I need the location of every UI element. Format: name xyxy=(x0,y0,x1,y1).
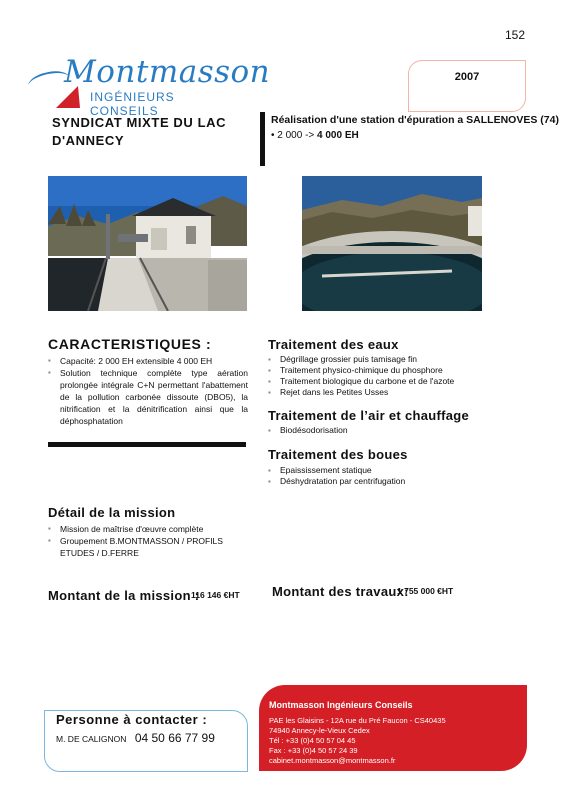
phone-line: Tél : +33 (0)4 50 57 04 45 xyxy=(269,736,356,745)
year-box xyxy=(408,60,526,112)
list-item: ▪ Rejet dans les Petites Usses xyxy=(268,387,508,398)
caracteristiques-title: CARACTERISTIQUES : xyxy=(48,336,212,352)
works-amount-label: Montant des travaux: xyxy=(272,584,409,599)
list-item: ▪ Traitement physico-chimique du phosphore xyxy=(268,365,508,376)
list-item: ▪ Dégrillage grossier puis tamisage fin xyxy=(268,354,508,365)
company-logo xyxy=(28,54,271,118)
photo-treatment-building xyxy=(48,176,247,311)
mission-list xyxy=(48,523,248,559)
project-title: Réalisation d'une station d'épuration a SALLENOVES (74) xyxy=(271,114,559,126)
year: 2007 xyxy=(454,71,480,83)
address-line: 74940 Annecy-le-Vieux Cedex xyxy=(269,726,370,735)
logo-name: Montmasson xyxy=(64,54,271,90)
list-item: ▪ Solution technique complète type aération prolongée intégrale C+N permettant l'abattement de la pollution carbonée dissoute (DBO5), la nitrification et la dénitrification ainsi que la déphosphatation xyxy=(48,367,248,427)
traitement-eaux-list xyxy=(268,354,508,398)
traitement-boues-list xyxy=(268,465,508,487)
traitement-air-list xyxy=(268,425,508,436)
client-name: SYNDICAT MIXTE DU LAC D'ANNECY xyxy=(52,115,227,148)
photo-clarifier-basin xyxy=(302,176,482,311)
address-line: PAE les Glaisins - 12A rue du Pré Faucon - CS40435 xyxy=(269,716,446,725)
project-capacity xyxy=(271,130,359,141)
company-info-box xyxy=(259,685,527,771)
traitement-boues-title: Traitement des boues xyxy=(268,447,408,462)
list-item: ▪ Epaississement statique xyxy=(268,465,508,476)
logo-subtitle: INGÉNIEURS CONSEILS xyxy=(90,90,175,118)
title-divider xyxy=(260,112,265,166)
list-item: ▪ Biodésodorisation xyxy=(268,425,508,436)
contact-title: Personne à contacter : xyxy=(56,712,208,727)
mission-amount-label: Montant de la mission : xyxy=(48,588,200,603)
list-item: ▪ Traitement biologique du carbone et de l'azote xyxy=(268,376,508,387)
company-address xyxy=(269,716,446,766)
logo-red-block-icon xyxy=(68,100,78,108)
contact-phone: 04 50 66 77 99 xyxy=(134,731,215,745)
company-name: Montmasson Ingénieurs Conseils xyxy=(269,700,413,710)
page-number: 152 xyxy=(504,28,525,42)
caracteristiques-list xyxy=(48,355,248,427)
contact-name: M. DE CALIGNON xyxy=(56,734,127,744)
list-item: ▪ Mission de maîtrise d'œuvre complète xyxy=(48,523,248,535)
email-line: cabinet.montmasson@montmasson.fr xyxy=(269,756,396,765)
list-item: ▪ Groupement B.MONTMASSON / PROFILS ETUDES / D.FERRE xyxy=(48,535,248,559)
traitement-air-title: Traitement de l’air et chauffage xyxy=(268,408,470,423)
mission-amount-value: 116 146 €HT xyxy=(191,590,240,600)
capacity-prefix: • 2 000 -> xyxy=(271,130,318,141)
contact-details xyxy=(56,729,215,747)
works-amount-value: 1 755 000 €HT xyxy=(397,586,454,596)
capacity-value: 4 000 EH xyxy=(317,130,359,141)
fax-line: Fax : +33 (0)4 50 57 24 39 xyxy=(269,746,358,755)
mission-title: Détail de la mission xyxy=(48,505,176,520)
traitement-eaux-title: Traitement des eaux xyxy=(268,337,399,352)
list-item: ▪ Capacité: 2 000 EH extensible 4 000 EH xyxy=(48,355,248,367)
list-item: ▪ Déshydratation par centrifugation xyxy=(268,476,508,487)
section-divider xyxy=(48,442,246,447)
